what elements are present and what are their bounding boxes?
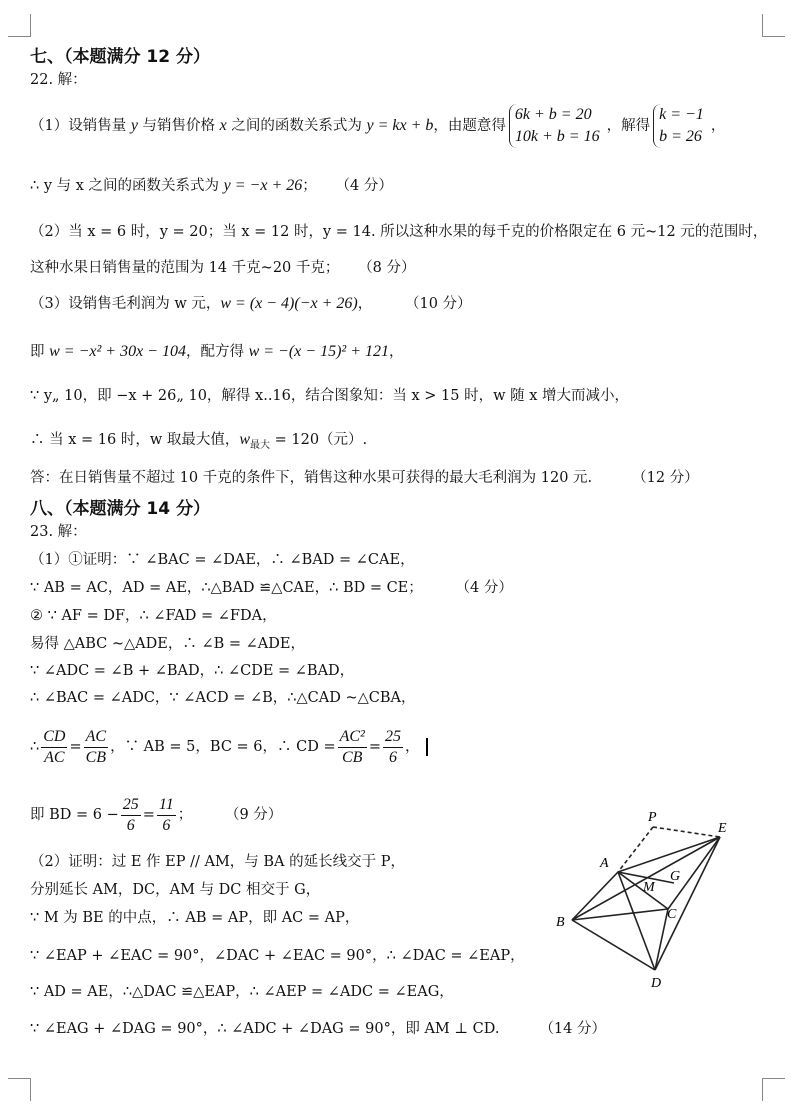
text: ， xyxy=(710,118,726,134)
q22-line-4 xyxy=(30,258,415,278)
crop-mark-top-right xyxy=(762,14,785,37)
section-7-title: 七、（本题满分 12 分） xyxy=(30,47,210,67)
q23-line-13: ∵ AD = AE，∴△DAC ≌△EAP，∴ ∠AEP = ∠ADC = ∠EAG， xyxy=(30,984,454,1000)
numerator: 11 xyxy=(157,795,176,816)
segment-bd xyxy=(572,920,655,970)
label-g: G xyxy=(670,869,681,884)
text: ， xyxy=(405,739,420,755)
text: 即 xyxy=(30,344,50,360)
numerator: CD xyxy=(41,727,67,748)
eq: b = 26 xyxy=(659,128,702,145)
denominator: CB xyxy=(85,748,107,766)
q23-line-10: 分别延长 AM，DC，AM 与 DC 相交于 G， xyxy=(30,882,321,898)
text: 答：在日销售量不超过 10 千克的条件下，销售这种水果可获得的最大毛利润为 120 元. xyxy=(30,470,593,486)
label-e: E xyxy=(718,821,727,836)
numerator: 25 xyxy=(121,795,141,816)
q22-label: 22. 解： xyxy=(30,72,87,88)
crop-mark-bottom-left xyxy=(8,1078,31,1101)
text: = xyxy=(368,739,382,755)
segment-de xyxy=(655,837,720,970)
text: （3）设销售毛利润为 w 元， xyxy=(30,296,221,312)
q23-line-3: ② ∵ AF = DF，∴ ∠FAD = ∠FDA， xyxy=(30,608,277,624)
q23-label: 23. 解： xyxy=(30,524,87,540)
subscript: 最大 xyxy=(250,439,271,451)
math: y = −x + 26 xyxy=(223,177,303,194)
q23-line-9: （2）证明：过 E 作 EP // AM，与 BA 的延长线交于 P， xyxy=(30,854,405,870)
score: （8 分） xyxy=(365,260,416,276)
math: y xyxy=(130,117,138,134)
q22-line-5 xyxy=(30,294,472,314)
text: = 120（元）. xyxy=(270,432,368,448)
q22-answer xyxy=(30,468,699,488)
q23-line-14 xyxy=(30,1019,606,1039)
score: （14 分） xyxy=(539,1021,606,1037)
text: = xyxy=(69,739,82,755)
score: （9 分） xyxy=(232,807,283,823)
eq: 6k + b = 20 xyxy=(514,106,592,123)
label-b: B xyxy=(556,915,565,930)
fraction xyxy=(41,727,67,768)
q22-line-6 xyxy=(30,342,404,362)
math: w = (x − 4)(−x + 26) xyxy=(220,295,358,312)
text: ； xyxy=(177,807,193,823)
math: x xyxy=(219,117,227,134)
text-cursor xyxy=(426,738,428,756)
numerator: AC² xyxy=(338,727,367,748)
q23-line-11: ∵ M 为 BE 的中点，∴ AB = AP，即 AC = AP， xyxy=(30,910,360,926)
math: w = −(x − 15)² + 121 xyxy=(248,343,389,360)
q23-line-12: ∵ ∠EAP + ∠EAC = 90°，∠DAC + ∠EAC = 90°，∴ ∠DAC = ∠EAP， xyxy=(30,948,525,964)
segment-pe xyxy=(653,827,720,837)
denominator: 6 xyxy=(389,748,398,766)
denominator: 6 xyxy=(162,816,171,834)
q23-line-8 xyxy=(30,792,282,838)
fraction xyxy=(383,727,403,768)
q22-line-7: ∵ y„ 10，即 −x + 26„ 10，解得 x..16，结合图象知：当 x > 15 时，w 随 x 增大而减小， xyxy=(30,388,630,404)
q23-line-5: ∵ ∠ADC = ∠B + ∠BAD，∴ ∠CDE = ∠BAD， xyxy=(30,663,355,679)
text: ∴ xyxy=(30,739,40,755)
q22-line-2 xyxy=(30,176,393,196)
text: ，配方得 xyxy=(185,344,249,360)
text: ∵ ∠EAG + ∠DAG = 90°，∴ ∠ADC + ∠DAG = 90°，即 AM ⊥ CD. xyxy=(30,1021,500,1037)
text: 与销售价格 xyxy=(137,118,220,134)
label-a: A xyxy=(600,856,609,871)
fraction xyxy=(338,727,367,768)
q23-line-7 xyxy=(30,724,428,770)
denominator: AC xyxy=(44,748,65,766)
score: （4 分） xyxy=(342,178,393,194)
section-8-title: 八、（本题满分 14 分） xyxy=(30,499,210,519)
q23-line-6: ∴ ∠BAC = ∠ADC，∵ ∠ACD = ∠B，∴△CAD ~△CBA， xyxy=(30,690,416,706)
text: ， xyxy=(357,296,373,312)
math: w = −x² + 30x − 104 xyxy=(49,343,186,360)
label-c: C xyxy=(667,907,677,922)
text: ； xyxy=(302,178,317,194)
text: ∴ y 与 x 之间的函数关系式为 xyxy=(30,178,224,194)
segment-be xyxy=(572,837,720,920)
text: ，解得 xyxy=(606,118,651,134)
score: （12 分） xyxy=(632,470,699,486)
math: w xyxy=(239,431,251,448)
text: （1）设销售量 xyxy=(30,118,131,134)
text: = xyxy=(142,807,155,823)
segment-bc xyxy=(572,909,668,920)
q23-line-2 xyxy=(30,578,513,598)
crop-mark-bottom-right xyxy=(762,1078,785,1101)
eq: 10k + b = 16 xyxy=(514,128,600,145)
text: ∴ 当 x = 16 时，w 取最大值， xyxy=(30,432,240,448)
fraction xyxy=(121,795,141,836)
text: 即 BD = 6 − xyxy=(30,807,119,823)
q23-line-1: （1）①证明：∵ ∠BAC = ∠DAE，∴ ∠BAD = ∠CAE， xyxy=(30,552,415,568)
geometry-figure xyxy=(550,805,750,995)
crop-mark-top-left xyxy=(8,14,31,37)
label-d: D xyxy=(651,976,662,991)
score: （10 分） xyxy=(412,296,472,312)
denominator: CB xyxy=(342,748,363,766)
text: 这种水果日销售量的范围为 14 千克~20 千克； xyxy=(30,260,340,276)
segment-ab xyxy=(572,872,618,920)
math: y = kx + b xyxy=(366,117,434,134)
label-m: M xyxy=(643,880,655,895)
text: ， xyxy=(389,344,404,360)
equation-system-1 xyxy=(509,104,604,148)
text: 之间的函数关系式为 xyxy=(226,118,367,134)
q22-line-3: （2）当 x = 6 时，y = 20；当 x = 12 时，y = 14. 所以这种水果的每千克的价格限定在 6 元~12 元的范围时， xyxy=(30,224,768,240)
q23-line-4: 易得 △ABC ~△ADE，∴ ∠B = ∠ADE， xyxy=(30,636,305,652)
q22-line-8 xyxy=(30,430,367,456)
label-p: P xyxy=(648,810,657,825)
eq: k = −1 xyxy=(659,106,704,123)
text: ∵ AB = AC，AD = AE，∴△BAD ≌△CAE，∴ BD = CE； xyxy=(30,580,423,596)
numerator: AC xyxy=(84,727,108,748)
score: （4 分） xyxy=(462,580,513,596)
q22-line-1 xyxy=(30,102,725,150)
fraction xyxy=(84,727,108,768)
equation-system-2 xyxy=(653,104,708,148)
text: ，由题意得 xyxy=(433,118,506,134)
fraction xyxy=(157,795,176,836)
denominator: 6 xyxy=(126,816,135,834)
numerator: 25 xyxy=(383,727,403,748)
text: ，∵ AB = 5，BC = 6，∴ CD = xyxy=(110,739,336,755)
